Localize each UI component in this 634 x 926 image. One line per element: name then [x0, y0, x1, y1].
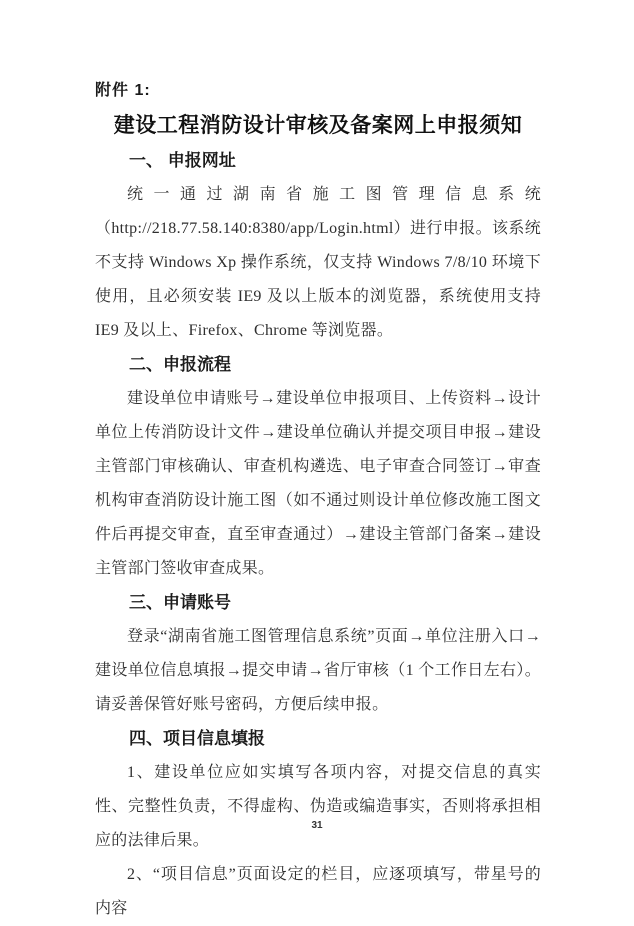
paragraph-application-process: 建设单位申请账号→建设单位申报项目、上传资料→设计单位上传消防设计文件→建设单位确认并提交项目申报→建设主管部门审核确认、审查机构遴选、电子审查合同签订→审查机构审查消防设计施工图（如不通过则设计单位修改施工图文件后再提交审查，直至审查通过）→建设主管部门备案→建设主管部门签收审查成果。: [95, 390, 541, 577]
paragraph-project-info-item-2: 2、“项目信息”页面设定的栏目，应逐项填写，带星号的内容: [95, 866, 541, 917]
paragraph-account-request: 登录“湖南省施工图管理信息系统”页面→单位注册入口→建设单位信息填报→提交申请→省厅审核（1 个工作日左右）。请妥善保管好账号密码，方便后续申报。: [95, 628, 541, 713]
paragraph-application-url: 统一通过湖南省施工图管理信息系统（http://218.77.58.140:8380/app/Login.html）进行申报。该系统不支持 Windows Xp 操作系统，仅支持 Windows 7/8/10 环境下使用，且必须安装 IE9 及以上版本的浏览器，系统使用支持 IE9 及以上、Firefox、Chrome 等浏览器。: [95, 186, 541, 339]
section-heading-application-url: 一、 申报网址: [129, 151, 236, 170]
page-number: 31: [311, 820, 323, 831]
section-heading-account-request: 三、申请账号: [129, 593, 231, 612]
section-heading-project-info: 四、项目信息填报: [129, 729, 265, 748]
paragraph-project-info-item-1: 1、建设单位应如实填写各项内容，对提交信息的真实性、完整性负责，不得虚构、伪造或编造事实，否则将承担相应的法律后果。: [95, 764, 541, 849]
page-title: 建设工程消防设计审核及备案网上申报须知: [113, 114, 523, 137]
document-page: [95, 74, 541, 926]
attachment-label: 附件 1:: [95, 82, 151, 99]
section-heading-application-process: 二、申报流程: [129, 355, 231, 374]
